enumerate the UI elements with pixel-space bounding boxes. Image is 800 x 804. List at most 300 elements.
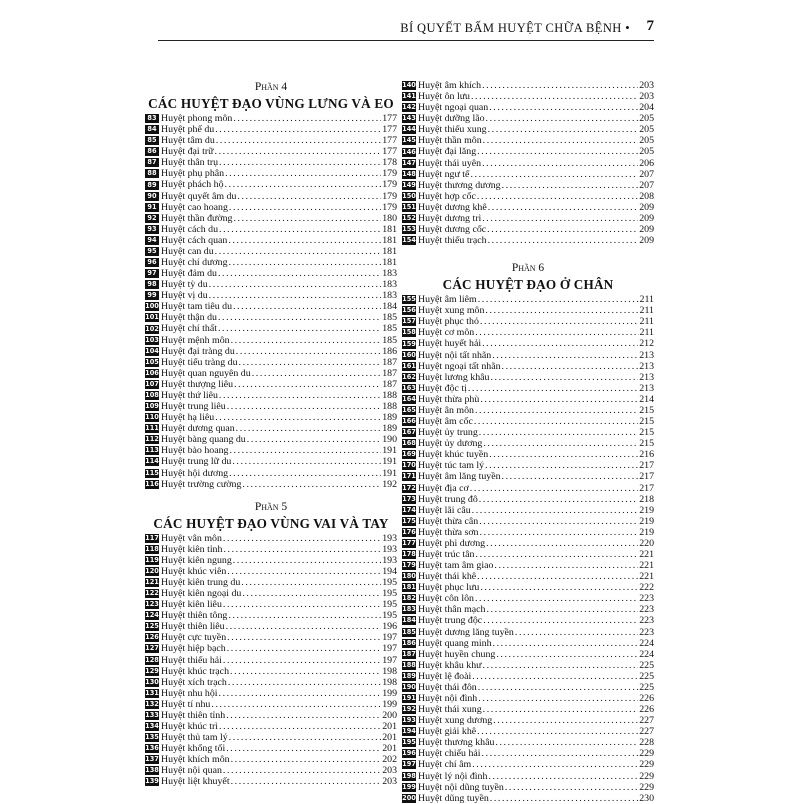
- entry-page-number: 191: [382, 445, 397, 457]
- toc-entry: [145, 168, 397, 179]
- entry-title: Huyệt mệnh môn: [161, 334, 230, 346]
- entry-title: Huyệt côn lôn: [418, 593, 474, 605]
- entry-page-number: 225: [639, 670, 654, 682]
- entry-title: Huyệt cực tuyền: [161, 632, 227, 644]
- entry-number-badge: 123: [145, 600, 159, 609]
- entry-number-badge: 110: [145, 413, 159, 422]
- toc-entry: [402, 438, 654, 449]
- dot-leader: [233, 213, 381, 224]
- entry-page-number: 195: [382, 588, 397, 600]
- toc-entry: [402, 394, 654, 405]
- entry-number-badge: 128: [145, 655, 159, 664]
- entry-title: Huyệt ủy trung: [418, 427, 478, 439]
- toc-entry: [145, 533, 397, 544]
- toc-entry: [145, 688, 397, 699]
- entry-title: Huyệt chí thất: [161, 323, 217, 335]
- dot-leader: [209, 290, 382, 301]
- entry-title: Huyệt chí dương: [161, 257, 228, 269]
- entry-title: Huyệt âm cốc: [418, 416, 473, 428]
- dot-leader: [480, 527, 639, 538]
- entry-page-number: 201: [382, 732, 397, 744]
- entry-title: Huyệt cách du: [161, 223, 219, 235]
- entry-title: Huyệt đại tràng du: [161, 345, 235, 357]
- toc-entry: [145, 379, 397, 390]
- entry-page-number: 202: [382, 754, 397, 766]
- entry-page-number: 203: [382, 765, 397, 777]
- entry-title: Huyệt hợp cốc: [418, 190, 476, 202]
- entry-title: Huyệt trung đô: [418, 493, 478, 505]
- entry-page-number: 218: [639, 493, 654, 505]
- entry-page-number: 194: [382, 565, 397, 577]
- entry-title: Huyệt thái khê: [418, 571, 477, 583]
- dot-leader: [472, 505, 639, 516]
- entry-number-badge: 168: [402, 439, 416, 448]
- dot-leader: [233, 301, 381, 312]
- toc-entry: [145, 335, 397, 346]
- entry-number-badge: 105: [145, 357, 159, 366]
- entry-page-number: 221: [639, 571, 654, 583]
- entry-title: Huyệt dương cốc: [418, 224, 487, 236]
- dot-leader: [478, 294, 639, 305]
- entry-title: Huyệt chiếu hải: [418, 748, 481, 760]
- entry-page-number: 225: [639, 659, 654, 671]
- toc-entry: [402, 235, 654, 246]
- toc-entry: [402, 693, 654, 704]
- entry-title: Huyệt thân trụ: [161, 157, 219, 169]
- toc-entry: [145, 621, 397, 632]
- dot-leader: [482, 748, 639, 759]
- entry-number-badge: 173: [402, 494, 416, 503]
- entry-page-number: 177: [382, 146, 397, 158]
- entry-page-number: 230: [639, 792, 654, 804]
- toc-entry: [402, 91, 654, 102]
- entry-number-badge: 174: [402, 505, 416, 514]
- entry-title: Huyệt khúc viên: [161, 565, 227, 577]
- toc-entry: [402, 460, 654, 471]
- entry-number-badge: 166: [402, 417, 416, 426]
- entry-page-number: 199: [382, 687, 397, 699]
- entry-number-badge: 120: [145, 566, 159, 575]
- entry-number-badge: 197: [402, 760, 416, 769]
- dot-leader: [219, 721, 381, 732]
- entry-page-number: 197: [382, 632, 397, 644]
- entry-page-number: 224: [639, 637, 654, 649]
- entry-page-number: 229: [639, 770, 654, 782]
- entry-page-number: 208: [639, 190, 654, 202]
- entry-title: Huyệt thiếu hải: [161, 654, 222, 666]
- entry-page-number: 198: [382, 665, 397, 677]
- toc-entry: [402, 361, 654, 372]
- dot-leader: [219, 390, 381, 401]
- entry-number-badge: 119: [145, 555, 159, 564]
- toc-entry: [145, 135, 397, 146]
- entry-number-badge: 145: [402, 136, 416, 145]
- dot-leader: [232, 456, 381, 467]
- dot-leader: [231, 754, 382, 765]
- entry-page-number: 179: [382, 201, 397, 213]
- entry-title: Huyệt dương lăng tuyền: [418, 626, 514, 638]
- dot-leader: [215, 246, 382, 257]
- dot-leader: [475, 327, 638, 338]
- entry-page-number: 205: [639, 124, 654, 136]
- entry-page-number: 221: [639, 560, 654, 572]
- entry-number-badge: 185: [402, 627, 416, 636]
- dot-leader: [486, 604, 638, 615]
- entry-number-badge: 143: [402, 114, 416, 123]
- entry-title: Huyệt quang minh: [418, 637, 492, 649]
- entry-page-number: 222: [639, 582, 654, 594]
- entry-title: Huyệt quan nguyên du: [161, 367, 251, 379]
- entry-number-badge: 104: [145, 346, 159, 355]
- dot-leader: [470, 483, 638, 494]
- entry-page-number: 227: [639, 715, 654, 727]
- entry-number-badge: 125: [145, 622, 159, 631]
- entry-title: Huyệt vân môn: [161, 532, 222, 544]
- toc-list: [402, 294, 654, 804]
- entry-title: Huyệt thừa sơn: [418, 526, 479, 538]
- entry-title: Huyệt trường cường: [161, 478, 242, 490]
- entry-page-number: 188: [382, 401, 397, 413]
- toc-entry: [145, 113, 397, 124]
- entry-page-number: 188: [382, 389, 397, 401]
- toc-entry: [145, 312, 397, 323]
- toc-entry: [145, 710, 397, 721]
- entry-title: Huyệt kiên liêu: [161, 599, 222, 611]
- entry-number-badge: 139: [145, 777, 159, 786]
- toc-entry: [145, 445, 397, 456]
- entry-number-badge: 87: [145, 158, 159, 167]
- part-title: CÁC HUYỆT ĐẠO VÙNG LƯNG VÀ EO: [148, 96, 394, 111]
- entry-title: Huyệt tí nhu: [161, 698, 211, 710]
- entry-page-number: 197: [382, 654, 397, 666]
- dot-leader: [515, 627, 638, 638]
- dot-leader: [493, 638, 639, 649]
- entry-page-number: 213: [639, 349, 654, 361]
- entry-page-number: 177: [382, 124, 397, 136]
- toc-entry: [402, 715, 654, 726]
- entry-number-badge: 187: [402, 649, 416, 658]
- toc-entry: [402, 527, 654, 538]
- entry-title: Huyệt chí âm: [418, 759, 472, 771]
- entry-number-badge: 93: [145, 225, 159, 234]
- entry-page-number: 227: [639, 726, 654, 738]
- toc-entry: [145, 677, 397, 688]
- entry-title: Huyệt ân môn: [418, 404, 474, 416]
- toc-entry: [402, 191, 654, 202]
- entry-number-badge: 178: [402, 550, 416, 558]
- dot-leader: [252, 368, 382, 379]
- entry-number-badge: 96: [145, 258, 159, 267]
- entry-title: Huyệt xung môn: [418, 305, 485, 317]
- entry-title: Huyệt trung liêu: [161, 401, 226, 413]
- dot-leader: [502, 180, 639, 191]
- dot-leader: [477, 146, 638, 157]
- dot-leader: [475, 593, 638, 604]
- entry-title: Huyệt quyết âm du: [161, 190, 237, 202]
- toc-entry: [145, 588, 397, 599]
- entry-number-badge: 149: [402, 180, 416, 189]
- entry-title: Huyệt xung dương: [418, 715, 493, 727]
- entry-title: Huyệt thừa phù: [418, 393, 480, 405]
- toc-entry: [145, 279, 397, 290]
- entry-number-badge: 98: [145, 280, 159, 289]
- toc-entry: [145, 346, 397, 357]
- entry-page-number: 185: [382, 334, 397, 346]
- dot-leader: [236, 423, 382, 434]
- entry-number-badge: 169: [402, 450, 416, 459]
- toc-entry: [402, 771, 654, 782]
- entry-title: Huyệt cơ môn: [418, 327, 475, 339]
- entry-page-number: 185: [382, 312, 397, 324]
- dot-leader: [477, 571, 638, 582]
- entry-page-number: 191: [382, 467, 397, 479]
- dot-leader: [231, 776, 382, 787]
- entry-title: Huyệt dưỡng lão: [418, 113, 485, 125]
- dot-leader: [233, 555, 381, 566]
- entry-page-number: 193: [382, 543, 397, 555]
- dot-leader: [228, 610, 381, 621]
- toc-entry: [145, 246, 397, 257]
- toc-entry: [145, 666, 397, 677]
- entry-page-number: 187: [382, 378, 397, 390]
- entry-title: Huyệt nhu hội: [161, 687, 218, 699]
- entry-title: Huyệt thiên tông: [161, 610, 228, 622]
- toc-entry: [402, 471, 654, 482]
- entry-title: Huyệt xích trạch: [161, 676, 227, 688]
- entry-title: Huyệt hạ liêu: [161, 412, 215, 424]
- toc-entry: [402, 571, 654, 582]
- entry-number-badge: 170: [402, 461, 416, 470]
- dot-leader: [478, 682, 638, 693]
- entry-page-number: 179: [382, 179, 397, 191]
- entry-page-number: 203: [639, 80, 654, 91]
- entry-number-badge: 101: [145, 313, 159, 322]
- entry-number-badge: 85: [145, 136, 159, 145]
- toc-entry: [145, 599, 397, 610]
- toc-column-right: [402, 80, 654, 804]
- toc-entry: [402, 327, 654, 338]
- part-label: Phần 4: [254, 81, 288, 93]
- dot-leader: [226, 743, 381, 754]
- toc-entry: [145, 146, 397, 157]
- entry-title: Huyệt thận du: [161, 312, 217, 324]
- dot-leader: [228, 677, 381, 688]
- entry-title: Huyệt khích môn: [161, 754, 230, 766]
- entry-page-number: 181: [382, 245, 397, 257]
- entry-number-badge: 189: [402, 671, 416, 680]
- entry-title: Huyệt kiên ngung: [161, 554, 232, 566]
- dot-leader: [485, 305, 638, 316]
- toc-entry: [145, 544, 397, 555]
- entry-title: Huyệt lương khâu: [418, 371, 490, 383]
- entry-page-number: 217: [639, 482, 654, 494]
- dot-leader: [488, 202, 638, 213]
- entry-title: Huyệt thái uyên: [418, 157, 482, 169]
- entry-title: Huyệt ngư tế: [418, 168, 470, 180]
- entry-page-number: 226: [639, 692, 654, 704]
- toc-entry: [402, 294, 654, 305]
- entry-title: Huyệt đại trữ: [161, 146, 214, 158]
- entry-title: Huyệt khâu khư: [418, 659, 482, 671]
- toc-list: [145, 113, 397, 490]
- entry-title: Huyệt thượng liêu: [161, 378, 234, 390]
- dot-leader: [219, 157, 381, 168]
- dot-leader: [227, 401, 381, 412]
- entry-title: Huyệt thứ liêu: [161, 389, 218, 401]
- toc-entry: [145, 191, 397, 202]
- entry-page-number: 220: [639, 537, 654, 549]
- entry-title: Huyệt vị du: [161, 290, 208, 302]
- entry-title: Huyệt khổng tối: [161, 743, 226, 755]
- dot-leader: [474, 416, 638, 427]
- dot-leader: [223, 765, 381, 776]
- entry-title: Huyệt thiếu trạch: [418, 235, 487, 247]
- toc-entry: [402, 627, 654, 638]
- dot-leader: [470, 169, 638, 180]
- entry-number-badge: 151: [402, 202, 416, 211]
- dot-leader: [236, 346, 381, 357]
- entry-title: Huyệt âm liêm: [418, 294, 477, 306]
- dot-leader: [480, 394, 638, 405]
- dot-leader: [487, 224, 638, 235]
- entry-number-badge: 111: [145, 424, 159, 433]
- entry-number-badge: 92: [145, 214, 159, 223]
- toc-entry: [402, 113, 654, 124]
- entry-title: Huyệt đảm du: [161, 268, 217, 280]
- entry-page-number: 229: [639, 781, 654, 793]
- dot-leader: [229, 732, 382, 743]
- part-label: Phần 6: [511, 262, 545, 275]
- entry-title: Huyệt độc tị: [418, 382, 467, 394]
- dot-leader: [241, 577, 381, 588]
- entry-page-number: 211: [639, 305, 654, 317]
- entry-number-badge: 112: [145, 435, 159, 444]
- entry-page-number: 203: [639, 91, 654, 103]
- dot-leader: [495, 737, 638, 748]
- entry-title: Huyệt dương trì: [418, 212, 482, 224]
- entry-page-number: 179: [382, 190, 397, 202]
- entry-title: Huyệt thân mạch: [418, 604, 486, 616]
- toc-entry: [402, 202, 654, 213]
- dot-leader: [227, 566, 381, 577]
- entry-title: Huyệt ngoại tất nhãn: [418, 360, 501, 372]
- dot-leader: [489, 449, 638, 460]
- entry-title: Huyệt khúc trì: [161, 720, 219, 732]
- entry-page-number: 192: [382, 478, 397, 490]
- entry-page-number: 186: [382, 345, 397, 357]
- dot-leader: [223, 544, 381, 555]
- dot-leader: [226, 621, 382, 632]
- entry-page-number: 198: [382, 676, 397, 688]
- entry-number-badge: 122: [145, 589, 159, 598]
- entry-page-number: 200: [382, 709, 397, 721]
- toc-entry: [145, 555, 397, 566]
- dot-leader: [483, 660, 639, 671]
- toc-entry: [402, 793, 654, 804]
- entry-title: Huyệt giải khê: [418, 726, 477, 738]
- entry-number-badge: 176: [402, 527, 416, 536]
- toc-entry: [402, 671, 654, 682]
- entry-title: Huyệt bàng quang du: [161, 434, 246, 446]
- toc-entry: [145, 323, 397, 334]
- dot-leader: [226, 710, 381, 721]
- toc-entry: [145, 699, 397, 710]
- dot-leader: [225, 168, 381, 179]
- entry-title: Huyệt bào hoang: [161, 445, 229, 457]
- entry-number-badge: 195: [402, 738, 416, 747]
- toc-entry: [145, 301, 397, 312]
- entry-number-badge: 163: [402, 383, 416, 392]
- entry-number-badge: 191: [402, 694, 416, 703]
- toc-entry: [145, 754, 397, 765]
- dot-leader: [482, 80, 638, 91]
- entry-page-number: 190: [382, 434, 397, 446]
- toc-entry: [402, 405, 654, 416]
- entry-number-badge: 137: [145, 755, 159, 764]
- entry-number-badge: 133: [145, 710, 159, 719]
- toc-entry: [145, 776, 397, 787]
- entry-title: Huyệt can du: [161, 245, 214, 257]
- dot-leader: [218, 312, 381, 323]
- dot-leader: [483, 615, 638, 626]
- entry-number-badge: 132: [145, 699, 159, 708]
- entry-title: Huyệt thái xung: [418, 704, 482, 716]
- entry-number-badge: 142: [402, 103, 416, 112]
- entry-number-badge: 183: [402, 605, 416, 614]
- dot-leader: [209, 279, 382, 290]
- entry-page-number: 211: [639, 316, 654, 328]
- toc-entry: [402, 80, 654, 91]
- entry-title: Huyệt tâm du: [161, 135, 215, 147]
- toc-entry: [402, 759, 654, 770]
- toc-entry: [145, 290, 397, 301]
- entry-page-number: 187: [382, 367, 397, 379]
- toc-entry: [145, 235, 397, 246]
- entry-number-badge: 181: [402, 583, 416, 592]
- entry-number-badge: 99: [145, 291, 159, 300]
- entry-number-badge: 86: [145, 147, 159, 156]
- entry-page-number: 183: [382, 290, 397, 302]
- entry-page-number: 177: [382, 135, 397, 147]
- entry-title: Huyệt nội dũng tuyền: [418, 781, 504, 793]
- entry-title: Huyệt nội tất nhãn: [418, 349, 492, 361]
- entry-page-number: 181: [382, 223, 397, 235]
- part-label: Phần 5: [254, 500, 288, 513]
- entry-page-number: 205: [639, 113, 654, 125]
- entry-page-number: 215: [639, 404, 654, 416]
- entry-number-badge: 167: [402, 428, 416, 437]
- entry-number-badge: 89: [145, 181, 159, 190]
- toc-entry: [145, 157, 397, 168]
- toc-entry: [402, 483, 654, 494]
- entry-number-badge: 152: [402, 213, 416, 222]
- dot-leader: [228, 235, 381, 246]
- entry-number-badge: 179: [402, 561, 416, 570]
- toc-entry: [145, 655, 397, 666]
- entry-number-badge: 165: [402, 405, 416, 414]
- entry-number-badge: 127: [145, 644, 159, 653]
- entry-number-badge: 188: [402, 660, 416, 669]
- dot-leader: [494, 560, 638, 571]
- entry-number-badge: 106: [145, 368, 159, 377]
- toc-entry: [402, 660, 654, 671]
- entry-title: Huyệt thủ tam lý: [161, 732, 228, 744]
- entry-number-badge: 150: [402, 191, 416, 200]
- entry-number-badge: 160: [402, 350, 416, 359]
- toc-entry: [145, 610, 397, 621]
- entry-title: Huyệt khúc trạch: [161, 665, 230, 677]
- entry-page-number: 181: [382, 234, 397, 246]
